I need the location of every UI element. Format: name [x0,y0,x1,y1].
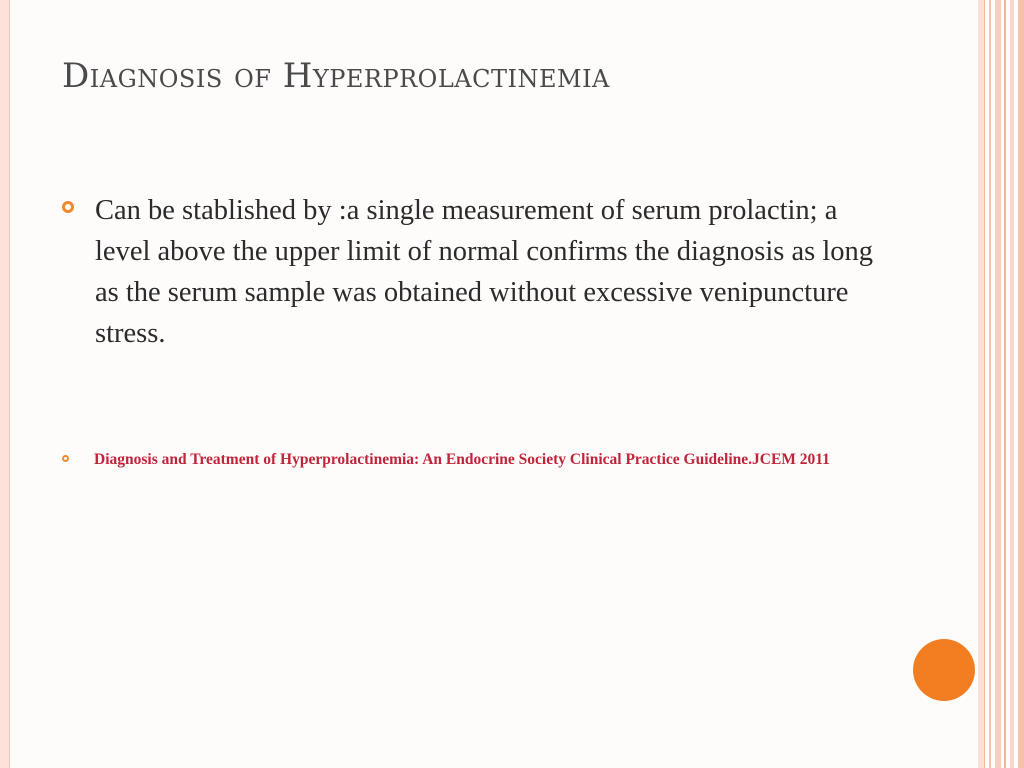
reference-item [62,449,854,470]
left-decorative-stripe [0,0,9,768]
slide-title: Diagnosis of Hyperprolactinemia [62,56,610,96]
orange-circle-decoration [913,639,975,701]
right-stripe [995,0,1001,768]
bullet-text: Can be stablished by :a single measurement of serum prolactin; a level above the upper limit of normal confirms the diagnosis as long as the serum sample was obtained without excessive venipuncture stress. [95,195,874,349]
right-stripe-line [1004,0,1006,768]
right-stripe [1010,0,1014,768]
right-stripe-line [984,0,985,768]
bullet-item [62,190,875,354]
right-stripe [1018,0,1024,768]
reference-text: Diagnosis and Treatment of Hyperprolactinemia: An Endocrine Society Clinical Practice Guideline.JCEM 2011 [94,451,830,468]
right-stripe-line [989,0,991,768]
circle-bullet-icon [62,455,69,462]
circle-bullet-icon [62,201,74,213]
